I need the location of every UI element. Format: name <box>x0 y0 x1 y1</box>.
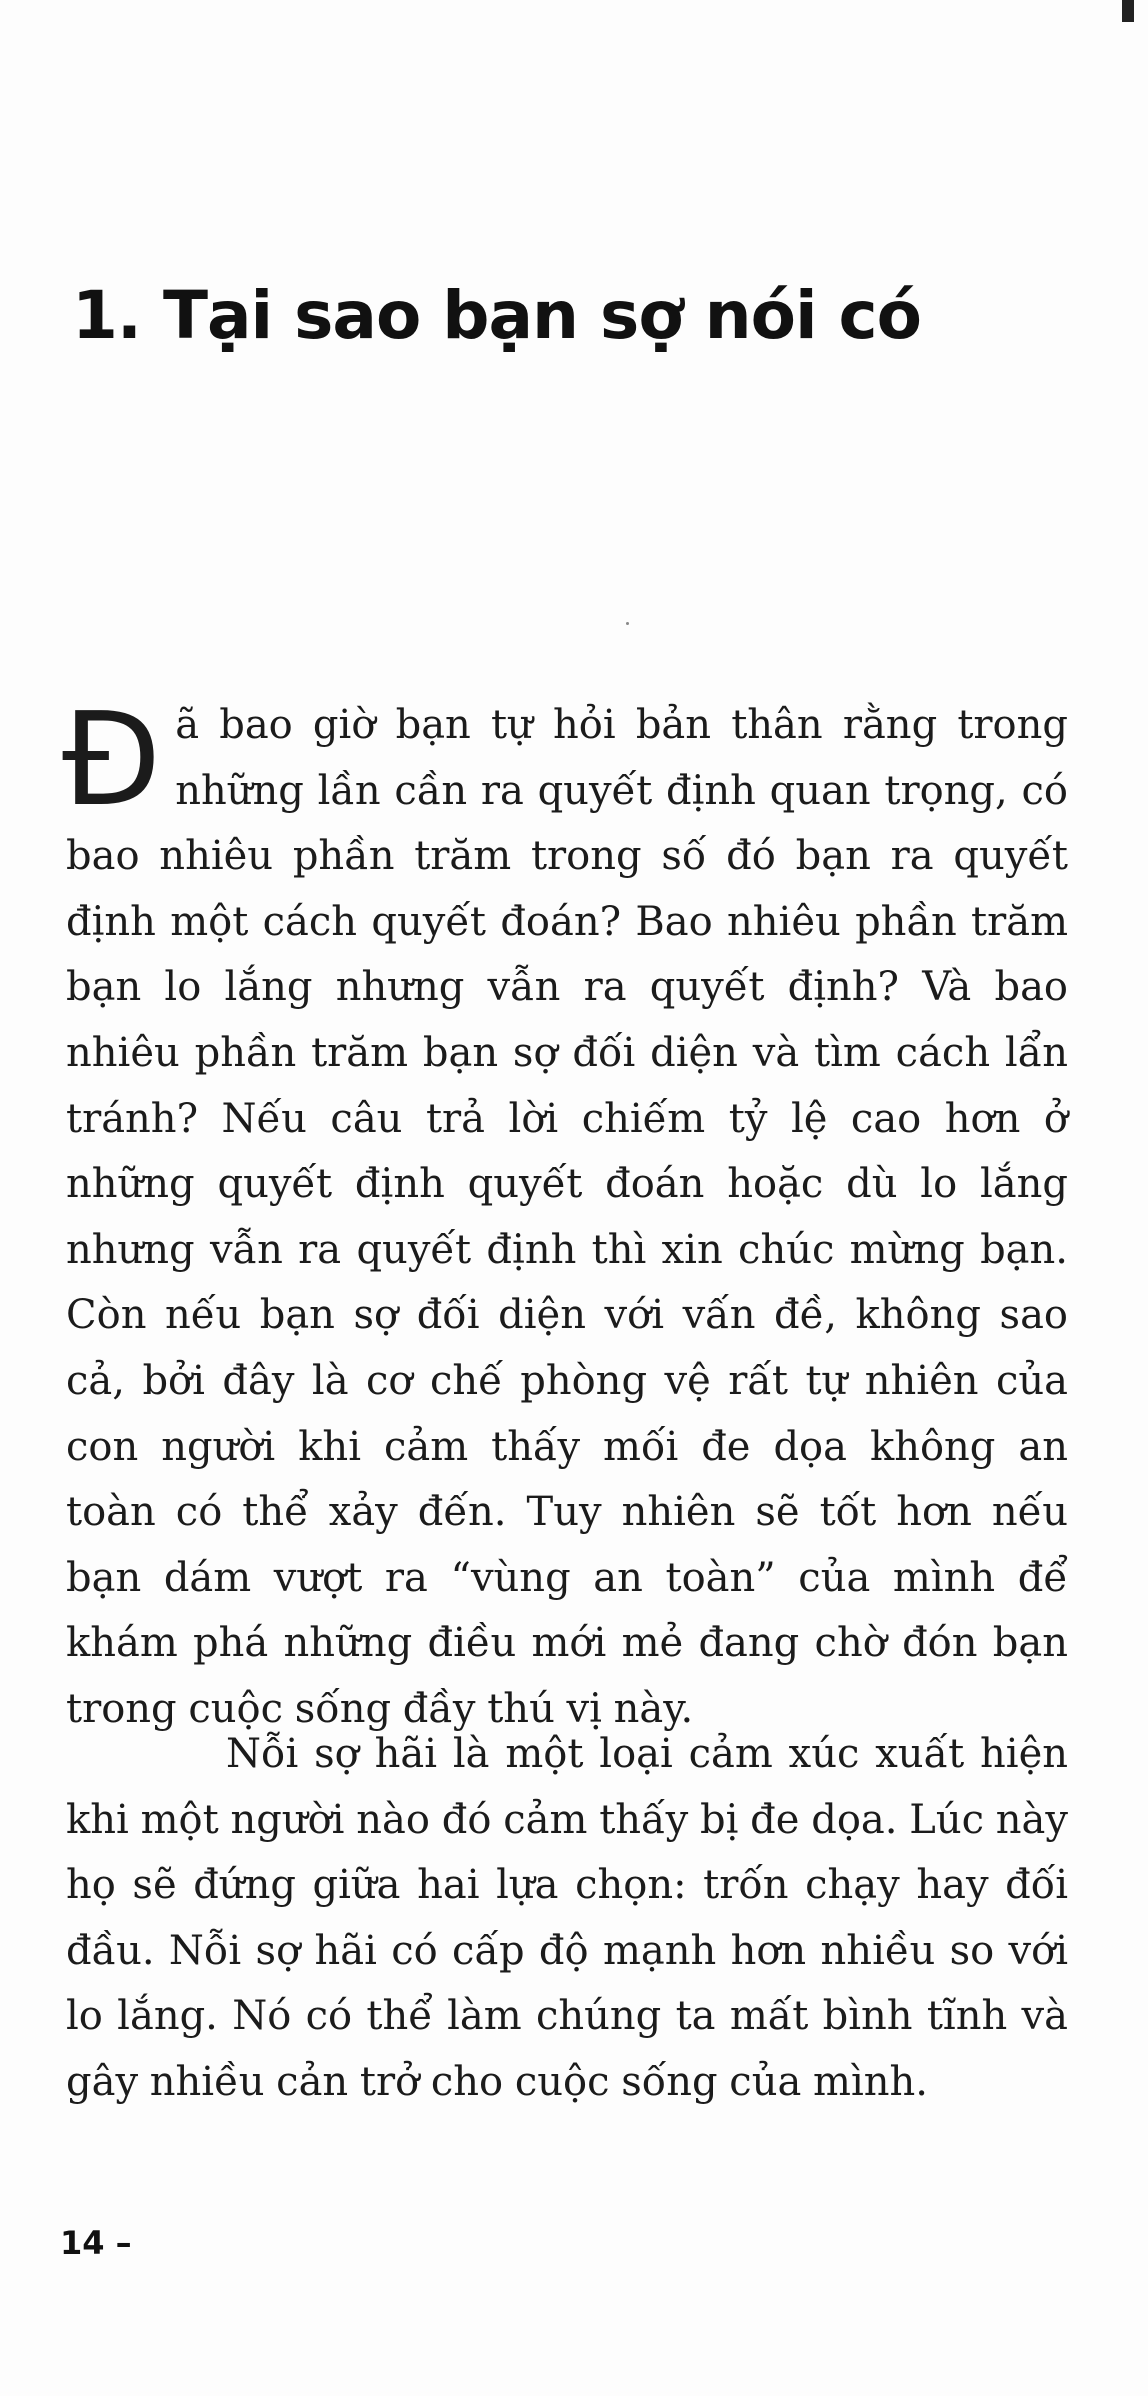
paragraph-1 <box>62 686 1068 1743</box>
chapter-title: 1. Tại sao bạn sợ nói có <box>72 277 922 354</box>
paper-speck <box>626 622 629 625</box>
paragraph-2: Nỗi sợ hãi là một loại cảm xúc xuất hiện khi một người nào đó cảm thấy bị đe dọa. Lúc này họ sẽ đứng giữa hai lựa chọn: trốn chạy hay đối đầu. Nỗi sợ hãi có cấp độ mạnh hơn nhiều so với lo lắng. Nó có thể làm chúng ta mất bình tĩnh và gây nhiều cản trở cho cuộc sống của mình. <box>66 1731 1068 2105</box>
corner-edge-mark <box>1122 0 1134 22</box>
drop-cap: Đ <box>62 686 162 835</box>
paragraph-1-text: ã bao giờ bạn tự hỏi bản thân rằng trong những lần cần ra quyết định quan trọng, có bao nhiêu phần trăm trong số đó bạn ra quyết định một cách quyết đoán? Bao nhiêu phần trăm bạn lo lắng nhưng vẫn ra quyết định? Và bao nhiêu phần trăm bạn sợ đối diện và tìm cách lẩn tránh? Nếu câu trả lời chiếm tỷ lệ cao hơn ở những quyết định quyết đoán hoặc dù lo lắng nhưng vẫn ra quyết định thì xin chúc mừng bạn. Còn nếu bạn sợ đối diện với vấn đề, không sao cả, bởi đây là cơ chế phòng vệ rất tự nhiên của con người khi cảm thấy mối đe dọa không an toàn có thể xảy đến. Tuy nhiên sẽ tốt hơn nếu bạn dám vượt ra “vùng an toàn” của mình để khám phá những điều mới mẻ đang chờ đón bạn trong cuộc sống đầy thú vị này. <box>66 702 1068 1732</box>
page-number: 14 – <box>60 2224 132 2262</box>
